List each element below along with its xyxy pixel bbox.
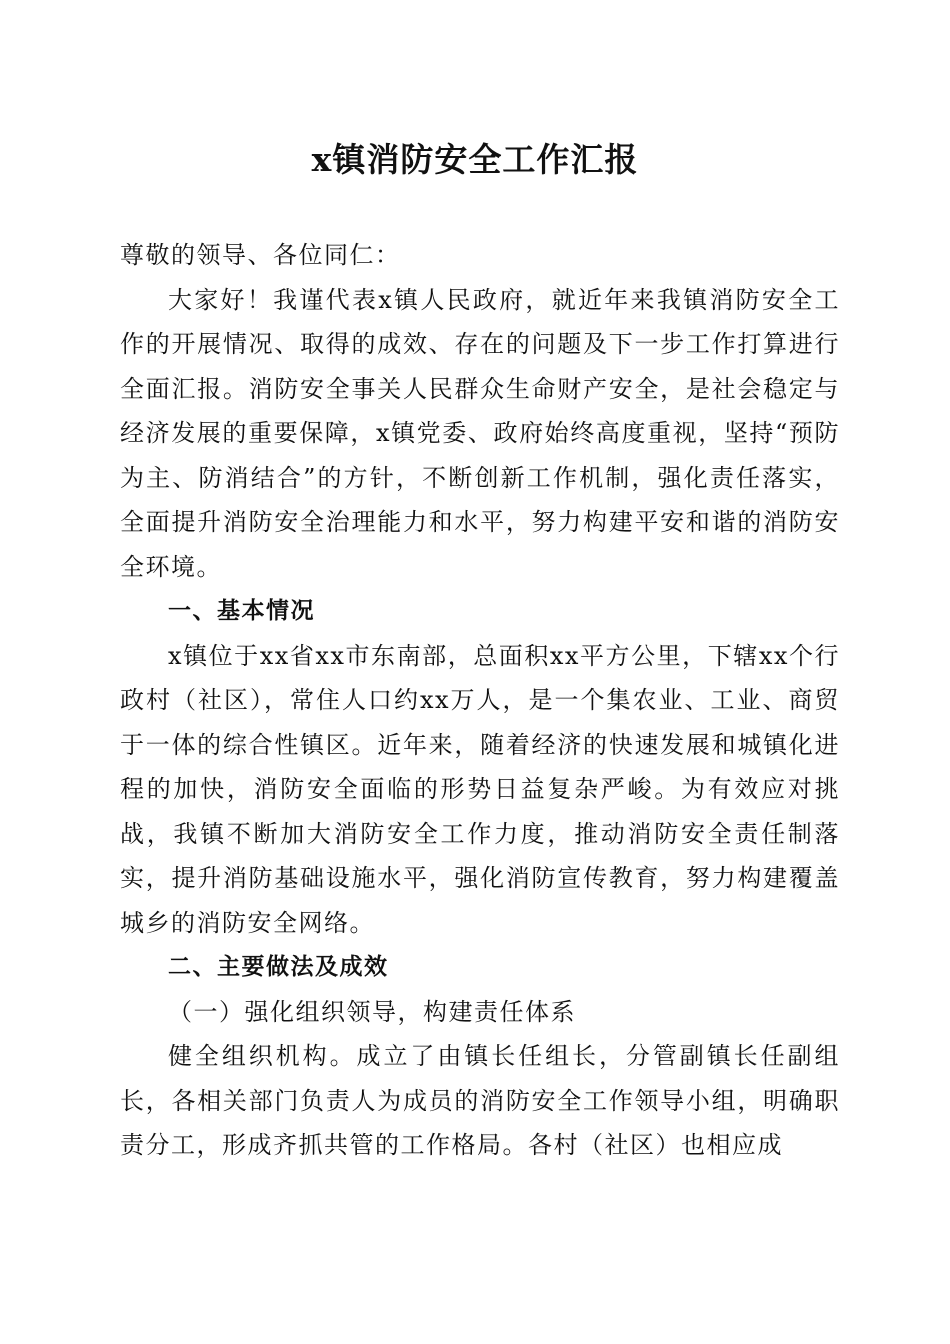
document-body <box>120 233 840 1168</box>
section-2-heading: 二、主要做法及成效 <box>168 954 389 980</box>
document-title: x镇消防安全工作汇报 <box>311 140 639 179</box>
section-1-paragraph: x镇位于xx省xx市东南部，总面积xx平方公里，下辖xx个行政村（社区），常住人口约xx万人，是一个集农业、工业、商贸于一体的综合性镇区。近年来，随着经济的快速发展和城镇化进程的加快，消防安全面临的形势日益复杂严峻。为有效应对挑战，我镇不断加大消防安全工作力度，推动消防安全责任制落实，提升消防基础设施水平，强化消防宣传教育，努力构建覆盖城乡的消防安全网络。 <box>120 641 840 937</box>
section-2-subheading-1: （一）强化组织领导，构建责任体系 <box>168 997 576 1026</box>
section-2-sub-1-paragraph: 健全组织机构。成立了由镇长任组长，分管副镇长任副组长，各相关部门负责人为成员的消防安全工作领导小组，明确职责分工，形成齐抓共管的工作格局。各村（社区）也相应成 <box>120 1042 840 1159</box>
section-1-heading: 一、基本情况 <box>168 598 315 624</box>
greeting: 尊敬的领导、各位同仁： <box>120 241 401 269</box>
intro-paragraph: 大家好！我谨代表x镇人民政府，就近年来我镇消防安全工作的开展情况、取得的成效、存在的问题及下一步工作打算进行全面汇报。消防安全事关人民群众生命财产安全，是社会稳定与经济发展的重要保障，x镇党委、政府始终高度重视，坚持“预防为主、防消结合”的方针，不断创新工作机制，强化责任落实，全面提升消防安全治理能力和水平，努力构建平安和谐的消防安全环境。 <box>120 285 840 581</box>
